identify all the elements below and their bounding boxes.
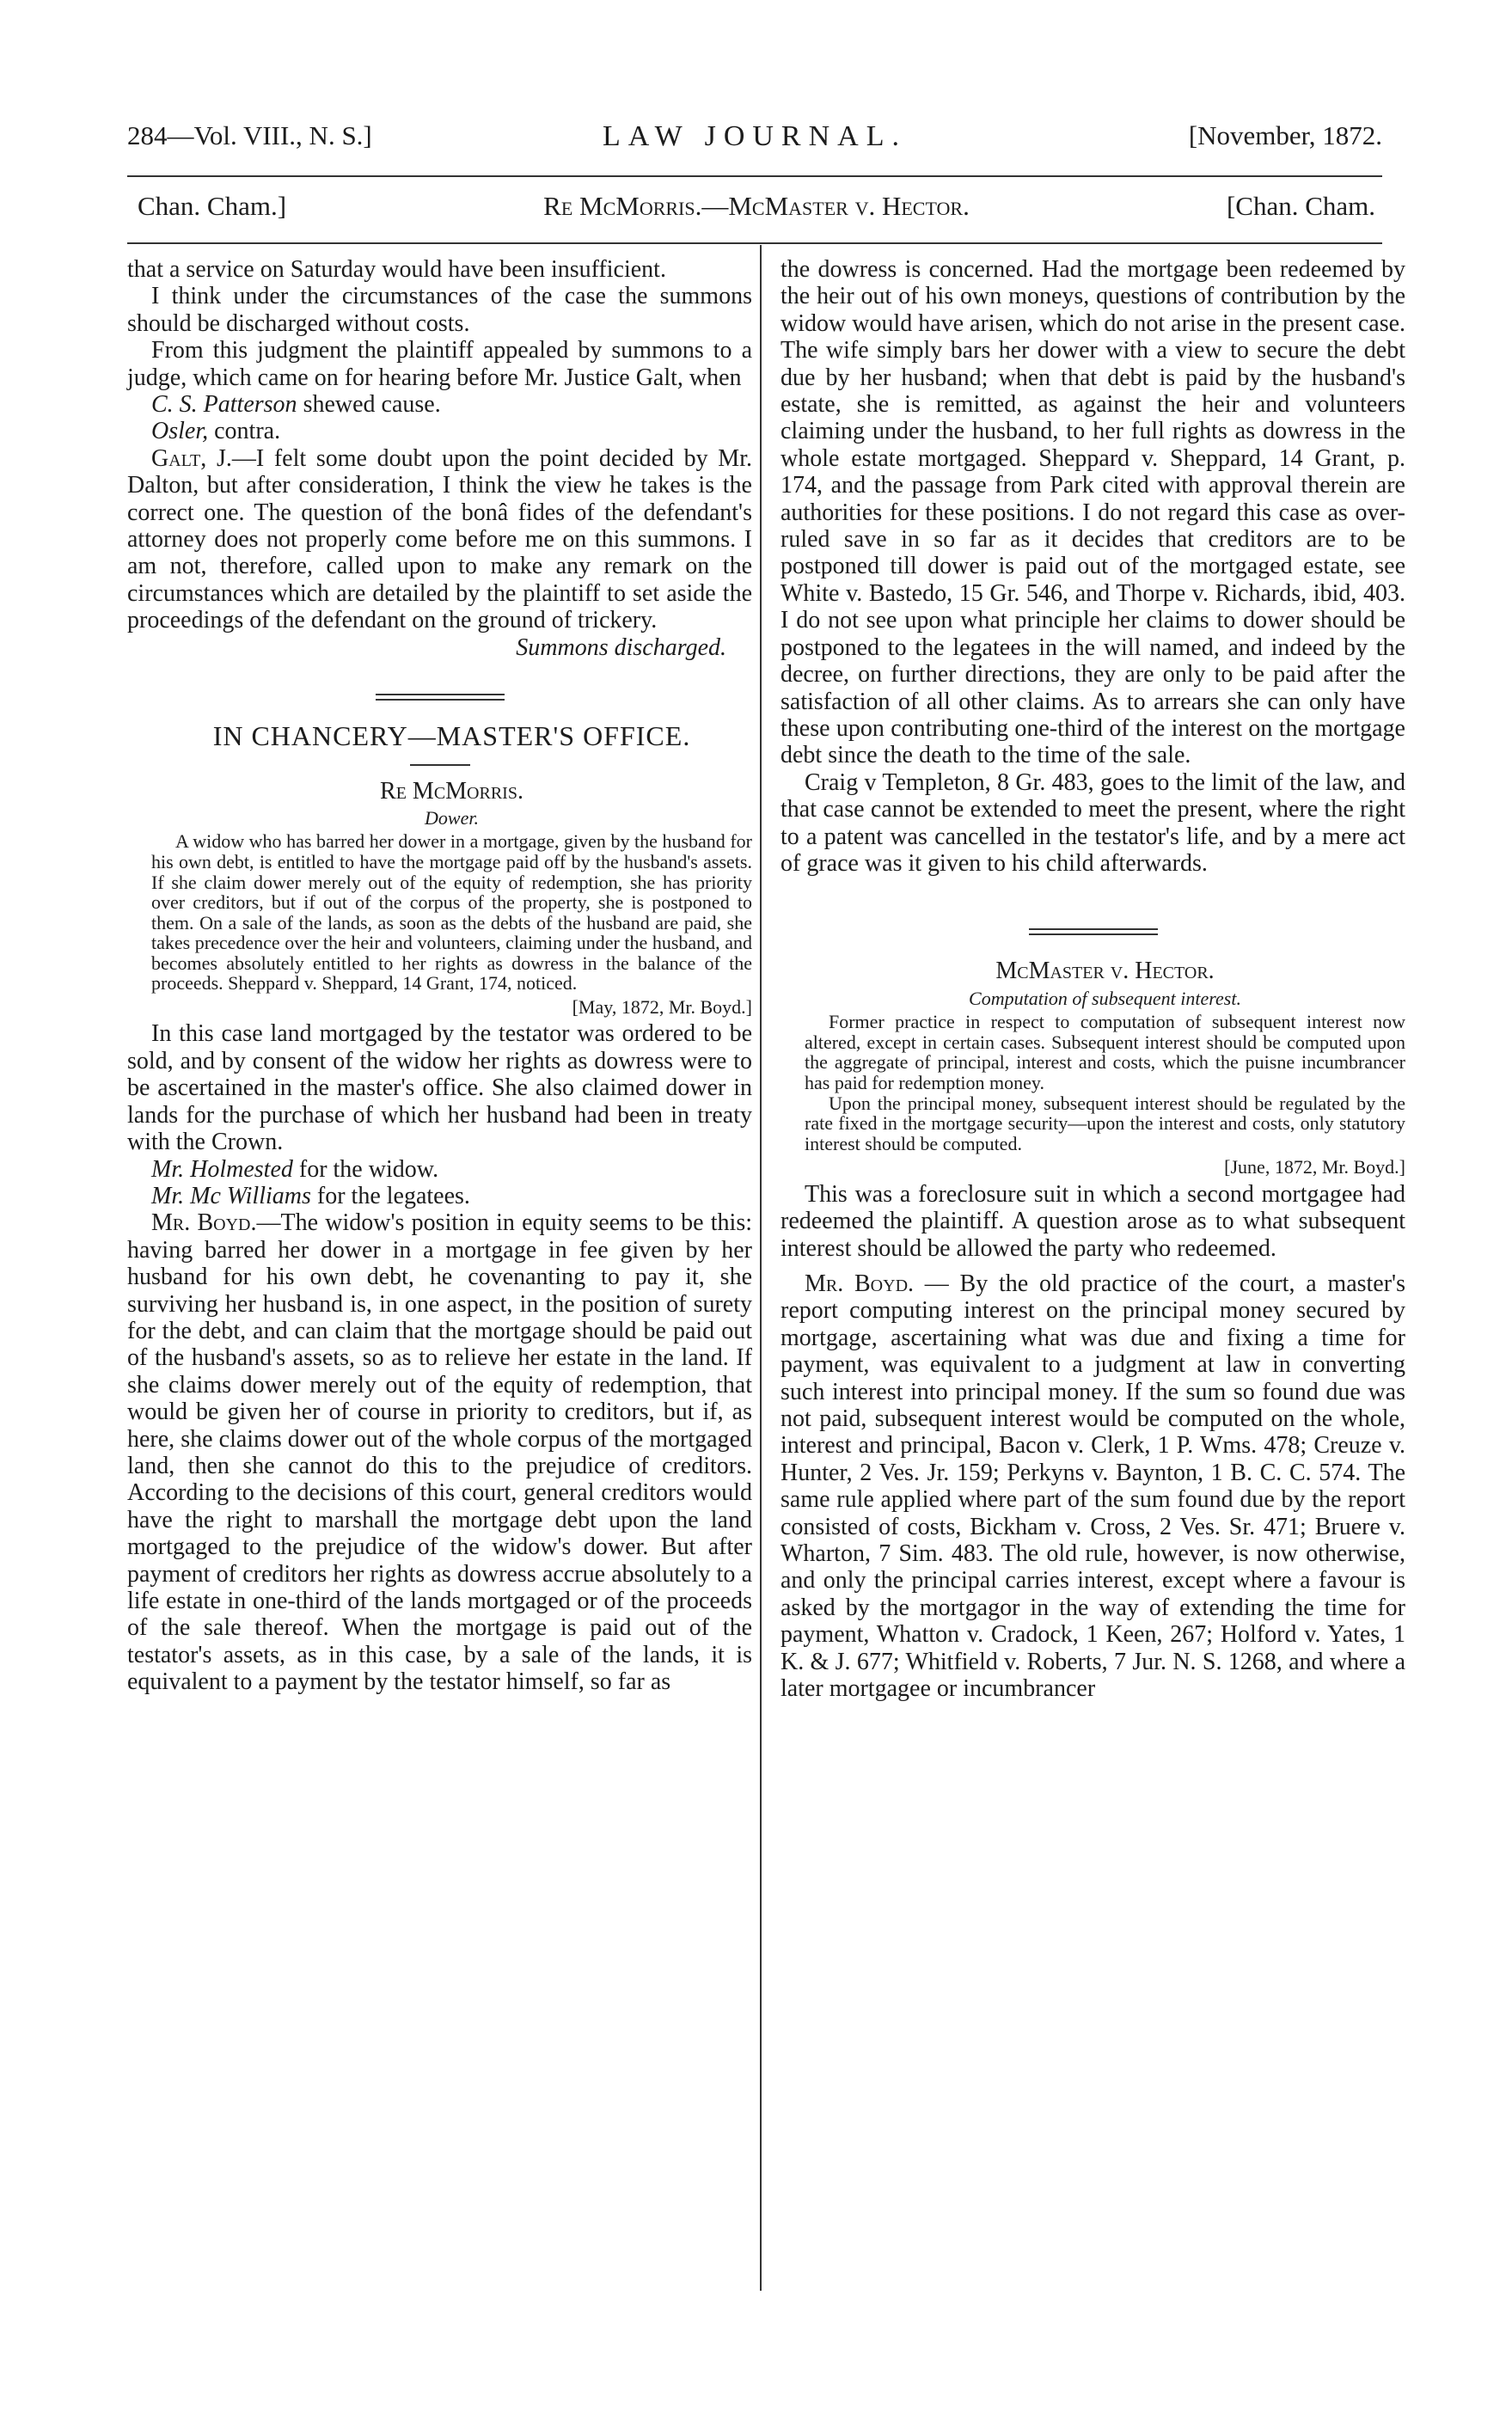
case-title: Re McMorris. [380,777,523,805]
opinion-paragraph [780,1270,1405,1703]
speaker-name: Mr. Boyd. [805,1270,915,1297]
section-divider [1029,928,1158,935]
paragraph: Craig v Templeton, 8 Gr. 483, goes to the limit of the law, and that case cannot be extended to meet the present, where the right to a patent was cancelled in the testator's life, and by a mere act of grace was it given to his child afterwards. [780,768,1405,877]
head-note: Former practice in respect to computation of subsequent interest now altered, except in certain cases. Subsequent interest should be computed upon the aggregate of principal, interest and costs, which the puisne incumbrancer has paid for redemption money. [805,1011,1405,1093]
right-column [780,256,1405,1702]
counsel-line [127,1156,752,1183]
opinion-text: —The widow's position in equity seems to be this: having barred her dower in a mortgage in fee given by her husband for his own debt, he covenanting to pay it, she surviving her husband is, in one aspect, in the position of surety for the debt, and can claim that the mortgage should be paid out of the husband's assets, so as to relieve her estate in the land. If she claims dower merely out of the equity of redemption, that would be given her of course in priority to creditors, but if, as here, she claims dower out of the whole corpus of the mortgaged land, then she cannot do this to the prejudice of creditors. According to the decisions of this court, general creditors would have the right to marshall the mortgage debt upon the land mortgaged to the prejudice of the widow's dower. But after payment of creditors her rights as dowress accrue absolutely to a life estate in one-third of the lands mortgaged or of the proceeds of the sale thereof. When the mortgage is paid out of the testator's assets, as in this case, by a sale of the lands, it is equivalent to a payment by the testator himself, so far as [127,1209,753,1696]
counsel-name: Mr. Mc Williams [151,1182,311,1209]
paragraph: From this judgment the plaintiff appealed by summons to a judge, which came on for hearing before Mr. Justice Galt, when [127,337,752,391]
case-topic: Computation of subsequent interest. [969,987,1241,1009]
section-divider [376,694,505,701]
judgment-paragraph [127,445,752,634]
case-topic: Dower. [425,806,479,829]
head-note: Upon the principal money, subsequent interest should be regulated by the rate fixed in the mortgage security—upon the interest and costs, only statutory interest should be computed. [805,1092,1405,1154]
judgment-text: —I felt some doubt upon the point decided by Mr. Dalton, but after consideration, I think the view he takes is the correct one. The question of the bonâ fides of the defendant's attorney does not properly come before me on this summons. I am not, therefore, called upon to make any remark on the circumstances which are detailed by the plaintiff to set aside the proceedings of the defendant on the ground of trickery. [127,444,752,634]
speaker-name: Mr. Boyd. [151,1209,257,1237]
paragraph: the dowress is concerned. Had the mortgage been redeemed by the heir out of his own moneys, questions of contribution by the widow would have arisen, which do not arise in the present case. The wife simply bars her dower with a view to secure the debt due by her husband; when that debt is paid by the husband's estate, she is remitted, as against the heir and volunteers claiming under the husband, to her full rights as dowress in the whole estate mortgaged. Sheppard v. Sheppard, 14 Grant, p. 174, and the passage from Park cited with approval therein are authorities for these positions. I do not regard this case as over-ruled save in so far as it decides that creditors are to be postponed till dower is paid out of the mortgaged estate, see White v. Bastedo, 15 Gr. 546, and Thorpe v. Richards, ibid, 403. I do not see upon what principle her claims to dower should be postponed to the legatees in the will named, and indeed by the decree, on further directions, they are only to be paid after the satisfaction of all other claims. As to arrears she can only have these upon contributing one-third of the interest on the mortgage debt since the death to the time of the sale. [780,256,1406,769]
journal-title: LAW JOURNAL. [603,120,907,152]
counsel-name: Osler, [151,418,209,445]
counsel-role: shewed cause. [297,391,441,419]
left-column [127,256,752,1696]
counsel-line [127,391,752,418]
decision-date: [June, 1872, Mr. Boyd.] [1224,1156,1405,1178]
decision-date: [May, 1872, Mr. Boyd.] [572,996,752,1019]
counsel-role: for the legatees. [310,1182,470,1209]
judge-name: Galt, J. [151,444,232,472]
section-title: IN CHANCERY—MASTER'S OFFICE. [212,720,691,752]
counsel-role: for the widow. [292,1155,439,1183]
section-head [138,191,1375,229]
page-number: 284—Vol. VIII., N. S.] [127,120,372,150]
counsel-line [127,1183,752,1209]
court-right: [Chan. Cham. [1226,191,1375,221]
case-names: Re McMorris.—McMaster v. Hector. [543,191,970,221]
paragraph: I think under the circumstances of the case the summons should be discharged without costs. [127,283,752,337]
head-note: A widow who has barred her dower in a mortgage, given by the husband for his own debt, is entitled to have the mortgage paid off by the husband's assets. If she claim dower merely out of the equity of redemption, she has priority over creditors, but if out of the corpus of the property, she is postponed to them. On a sale of the lands, as soon as the debts of the husband are paid, she takes precedence over the heir and volunteers, claiming under the husband, and becomes absolutely entitled to her rights as dowress in the balance of the proceeds. Sheppard v. Sheppard, 14 Grant, 174, noticed. [151,830,752,995]
counsel-name: C. S. Patterson [151,391,297,419]
running-head [127,120,1382,158]
column-divider [760,245,762,2291]
paragraph: In this case land mortgaged by the testator was ordered to be sold, and by consent of the widow her rights as dowress were to be ascertained in the master's office. She also claimed dower in lands for the purchase of which her husband had been in treaty with the Crown. [127,1020,752,1156]
sub-header-divider [127,242,1382,244]
case-title: McMaster v. Hector. [995,958,1215,985]
counsel-name: Mr. Holmested [151,1155,293,1183]
paragraph: This was a foreclosure suit in which a second mortgagee had redeemed the plaintiff. A question arose as to what subsequent interest should be allowed the party who redeemed. [780,1180,1405,1262]
disposition: Summons discharged. [516,633,726,661]
counsel-line [127,418,752,444]
court-left: Chan. Cham.] [138,191,287,221]
header-divider [127,175,1382,177]
issue-date: [November, 1872. [1188,120,1382,150]
short-divider [410,764,470,766]
counsel-role: contra. [208,418,281,445]
opinion-text: — By the old practice of the court, a master's report computing interest on the principal money secured by mortgage, ascertaining what was due and fixing a time for payment, was equivalent to a judgment at law in converting such interest into principal money. If the sum so found due was not paid, subsequent interest would be computed on the whole, interest and principal, Bacon v. Clerk, 1 P. Wms. 478; Creuze v. Hunter, 2 Ves. Jr. 159; Perkyns v. Baynton, 1 B. C. C. 574. The same rule applied where part of the sum found due by the report consisted of costs, Bickham v. Cross, 2 Ves. Sr. 471; Bruere v. Wharton, 7 Sim. 483. The old rule, however, is now otherwise, and only the principal carries interest, except where a favour is asked by the mortgagor in the way of extending the time for payment, Whatton v. Cradock, 1 Keen, 267; Holford v. Yates, 1 K. & J. 677; Whitfield v. Roberts, 7 Jur. N. S. 1268, and where a later mortgagee or incumbrancer [780,1270,1405,1703]
opinion-paragraph [127,1209,752,1695]
paragraph: that a service on Saturday would have been insufficient. [127,256,666,283]
